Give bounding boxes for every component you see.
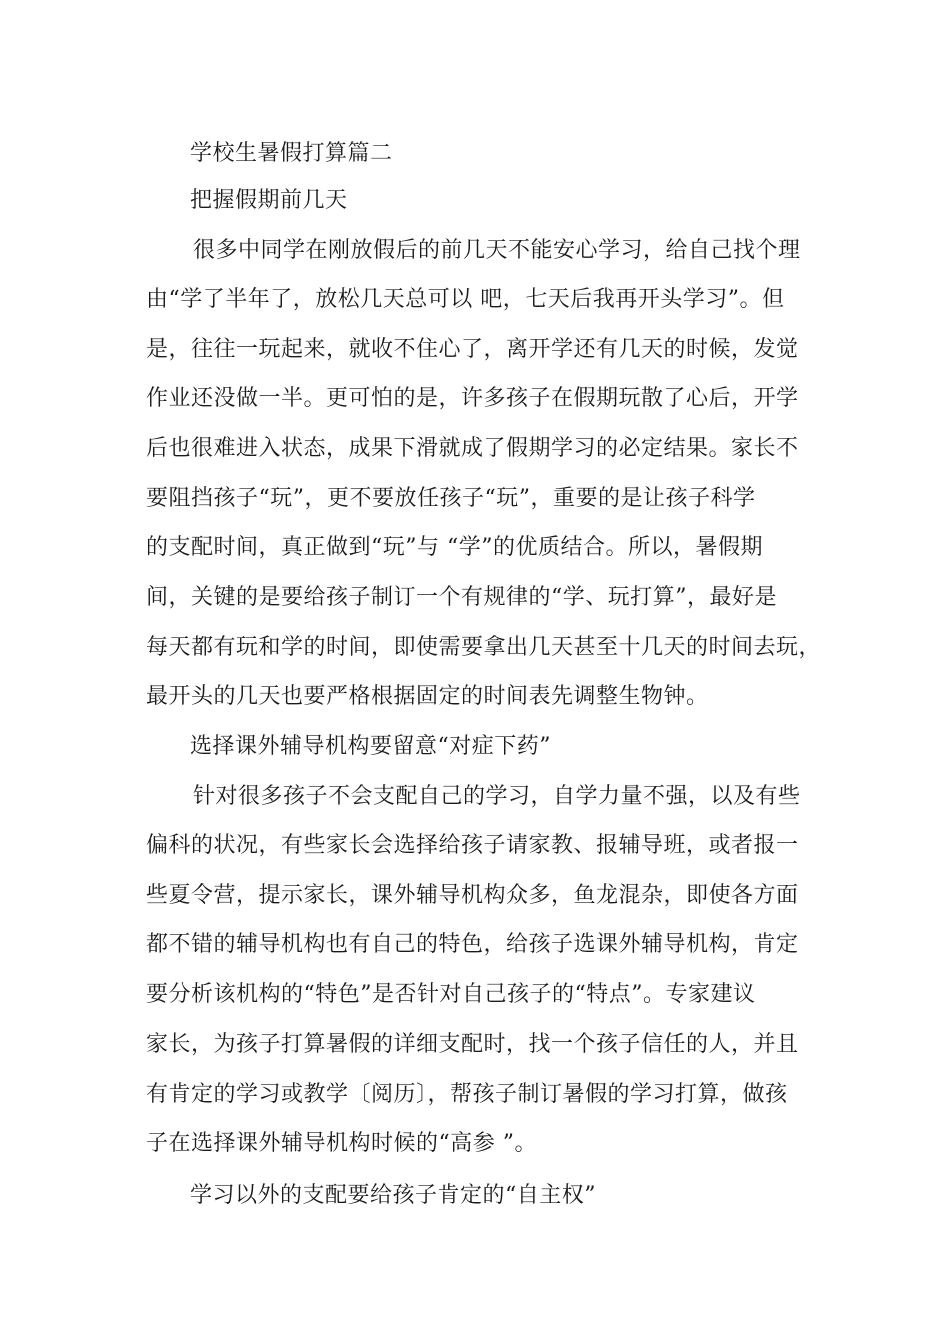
paragraph-line: 的支配时间，真正做到“玩”与 “学”的优质结合。所以，暑假期 — [146, 535, 763, 560]
paragraph-line: 后也很难进入状态，成果下滑就成了假期学习的必定结果。家长不 — [146, 436, 799, 461]
paragraph-line: 些夏令营，提示家长，课外辅导机构众多，鱼龙混杂，即使各方面 — [146, 883, 799, 908]
paragraph-line: 是，往往一玩起来，就收不住心了，离开学还有几天的时候，发觉 — [146, 337, 799, 362]
paragraph-line: 作业还没做一半。更可怕的是，许多孩子在假期玩散了心后，开学 — [146, 386, 799, 411]
paragraph-line: 要阻挡孩子“玩”，更不要放任孩子“玩”，重要的是让孩子科学 — [146, 486, 756, 511]
paragraph-line: 每天都有玩和学的时间，即使需要拿出几天甚至十几天的时间去玩， — [146, 635, 822, 660]
paragraph-line: 都不错的辅导机构也有自己的特色，给孩子选课外辅导机构，肯定 — [146, 932, 799, 957]
paragraph-line: 针对很多孩子不会支配自己的学习，自学力量不强，以及有些 — [193, 784, 801, 809]
paragraph-line: 很多中同学在刚放假后的前几天不能安心学习，给自己找个理 — [193, 238, 801, 263]
paragraph-line: 由“学了半年了，放松几天总可以 吧，七天后我再开头学习”。但 — [146, 287, 785, 312]
paragraph-line: 子在选择课外辅导机构时候的“高参 ”。 — [146, 1131, 537, 1156]
section-heading: 学校生暑假打算篇二 — [190, 141, 393, 166]
paragraph-line: 最开头的几天也要严格根据固定的时间表先调整生物钟。 — [146, 684, 709, 709]
paragraph-line: 要分析该机构的“特色”是否针对自己孩子的“特点”。专家建议 — [146, 982, 756, 1007]
paragraph-line: 有肯定的学习或教学〔阅历〕，帮孩子制订暑假的学习打算，做孩 — [146, 1082, 788, 1107]
paragraph-line: 偏科的状况，有些家长会选择给孩子请家教、报辅导班，或者报一 — [146, 833, 799, 858]
paragraph-line: 间，关键的是要给孩子制订一个有规律的“学、玩打算”，最好是 — [146, 585, 777, 610]
subheading: 学习以外的支配要给孩子肯定的“自主权” — [190, 1183, 596, 1208]
subheading: 选择课外辅导机构要留意“对症下药” — [190, 734, 551, 759]
paragraph-line: 家长，为孩子打算暑假的详细支配时，找一个孩子信任的人，并且 — [146, 1032, 799, 1057]
subheading: 把握假期前几天 — [190, 188, 348, 213]
